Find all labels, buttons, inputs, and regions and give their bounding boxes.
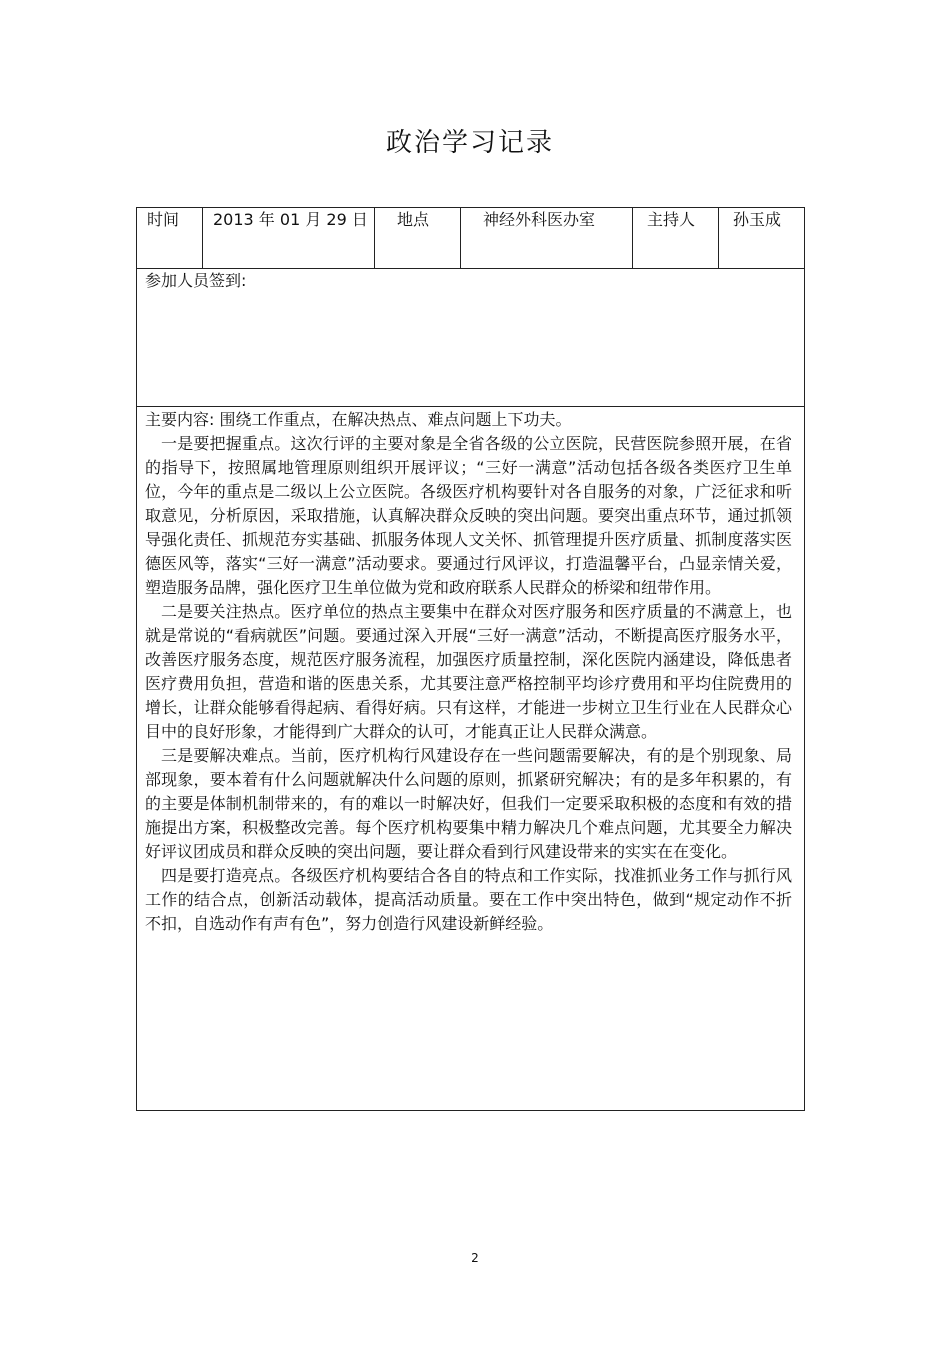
time-value: 2013 年 01 月 29 日 [213, 210, 368, 229]
content-paragraph-3: 三是要解决难点。当前，医疗机构行风建设存在一些问题需要解决，有的是个别现象、局部现象，要本着有什么问题就解决什么问题的原则，抓紧研究解决；有的是多年积累的，有的主要是体制机制带来的，有的难以一时解决好，但我们一定要采取积极的态度和有效的措施提出方案，积极整改完善。每个医疗机构要集中精力解决几个难点问题，尤其要全力解决好评议团成员和群众反映的突出问题，要让群众看到行风建设带来的实实在在变化。 [145, 746, 792, 861]
attendees-cell [137, 269, 805, 407]
header-row [137, 208, 805, 269]
place-value-cell [461, 208, 633, 269]
time-value-cell [203, 208, 375, 269]
content-paragraph-1: 一是要把握重点。这次行评的主要对象是全省各级的公立医院，民营医院参照开展，在省的指导下，按照属地管理原则组织开展评议；“三好一满意”活动包括各级各类医疗卫生单位，今年的重点是二级以上公立医院。各级医疗机构要针对各自服务的对象，广泛征求和听取意见，分析原因，采取措施，认真解决群众反映的突出问题。要突出重点环节，通过抓领导强化责任、抓规范夯实基础、抓服务体现人文关怀、抓管理提升医疗质量、抓制度落实医德医风等，落实“三好一满意”活动要求。要通过行风评议，打造温馨平台，凸显亲情关爱，塑造服务品牌，强化医疗卫生单位做为党和政府联系人民群众的桥梁和纽带作用。 [145, 434, 792, 597]
attendees-row [137, 269, 805, 407]
host-label: 主持人 [647, 210, 696, 229]
time-label: 时间 [147, 210, 180, 229]
content-intro: 主要内容: 围绕工作重点，在解决热点、难点问题上下功夫。 [145, 410, 572, 429]
content-paragraph-4: 四是要打造亮点。各级医疗机构要结合各自的特点和工作实际，找准抓业务工作与抓行风工作的结合点，创新活动载体，提高活动质量。要在工作中突出特色，做到“规定动作不折不扣，自选动作有声有色”，努力创造行风建设新鲜经验。 [145, 866, 792, 933]
host-label-cell [633, 208, 719, 269]
place-value: 神经外科医办室 [483, 210, 596, 229]
content-row [137, 407, 805, 1111]
place-label: 地点 [397, 210, 430, 229]
document-title: 政治学习记录 [385, 128, 554, 158]
content-body [137, 407, 804, 936]
page-number: 2 [471, 1251, 479, 1265]
content-paragraph-2: 二是要关注热点。医疗单位的热点主要集中在群众对医疗服务和医疗质量的不满意上，也就是常说的“看病就医”问题。要通过深入开展“三好一满意”活动，不断提高医疗服务水平，改善医疗服务态度，规范医疗服务流程，加强医疗质量控制，深化医院内涵建设，降低患者医疗费用负担，营造和谐的医患关系，尤其要注意严格控制平均诊疗费用和平均住院费用的增长，让群众能够看得起病、看得好病。只有这样，才能进一步树立卫生行业在人民群众心目中的良好形象，才能得到广大群众的认可，才能真正让人民群众满意。 [145, 602, 792, 741]
record-table [136, 207, 805, 1111]
time-label-cell [137, 208, 203, 269]
place-label-cell [375, 208, 461, 269]
host-value: 孙玉成 [733, 210, 782, 229]
attendees-label: 参加人员签到: [145, 271, 247, 290]
host-value-cell [719, 208, 805, 269]
content-cell [137, 407, 805, 1111]
